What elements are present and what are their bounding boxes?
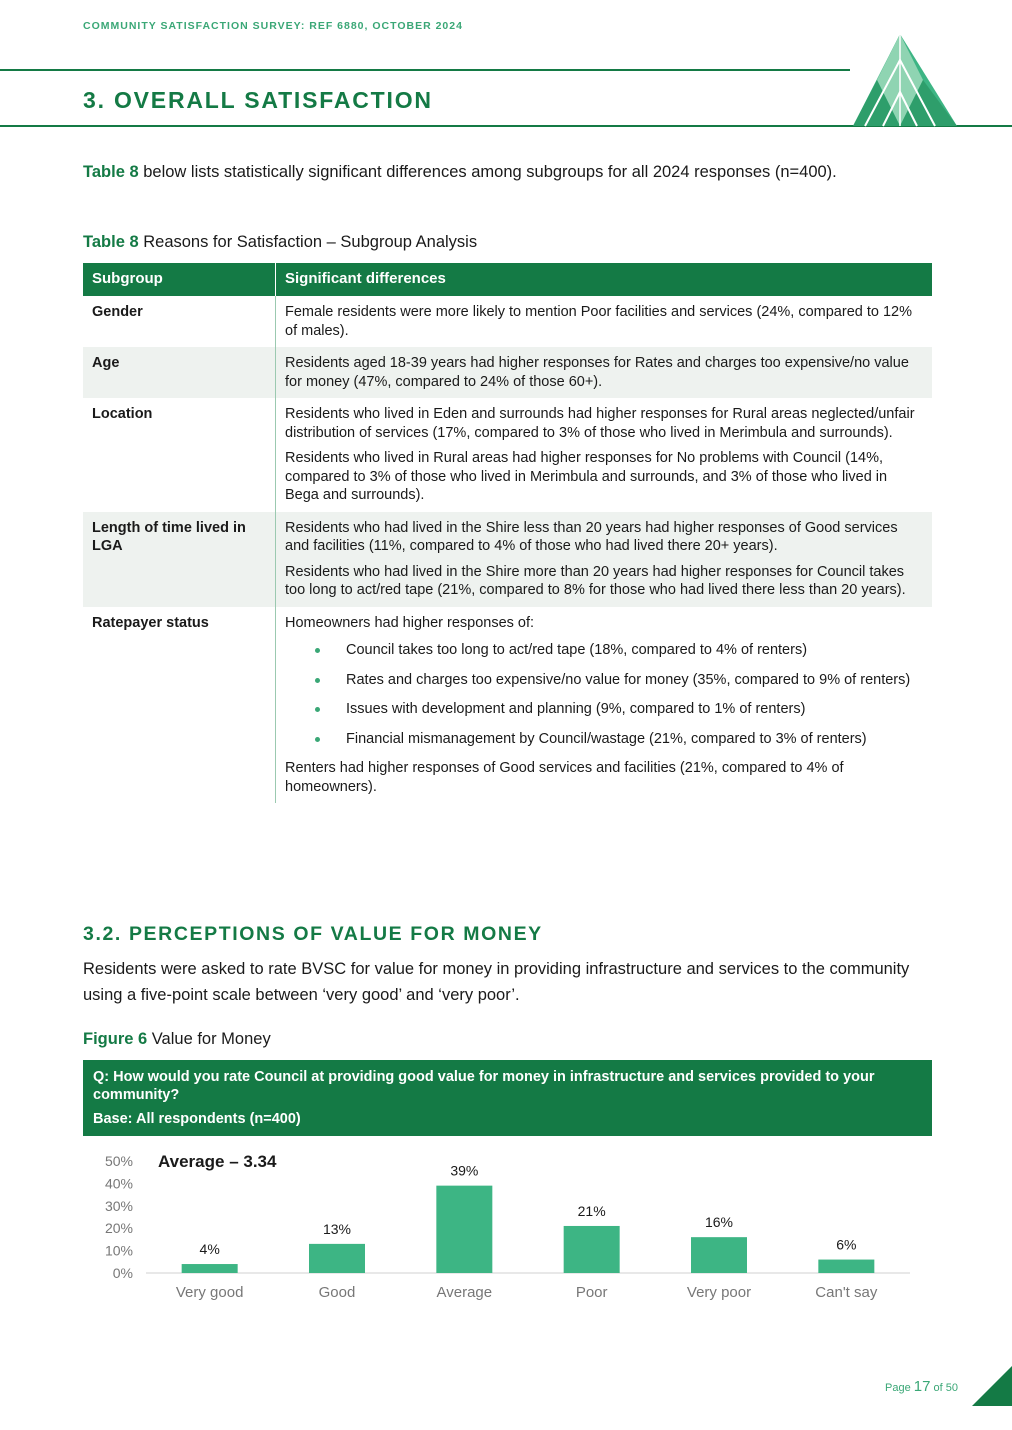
difference-text: Homeowners had higher responses of:: [285, 614, 535, 631]
bar-2: [436, 1186, 492, 1273]
data-label: 6%: [836, 1236, 857, 1253]
chart-title: Average – 3.34: [158, 1152, 277, 1171]
figure-caption-ref: Figure 6: [83, 1030, 148, 1048]
list-item: [285, 641, 923, 660]
bullet-icon: [315, 678, 320, 683]
difference-text: Residents who lived in Rural areas had higher responses for No problems with Council (14%, compared to 3% of those who lived in Merimbula and surrounds, and 3% of those who lived in Bega and surrounds).: [285, 450, 888, 503]
bar-1: [309, 1244, 365, 1273]
list-item: [285, 730, 923, 749]
difference-text: Renters had higher responses of Good services and facilities (21%, compared to 4% of homeowners).: [285, 760, 844, 795]
table-row-ratepayer-status: [83, 607, 932, 804]
row-differences: [276, 398, 933, 512]
table-caption-title: Reasons for Satisfaction – Subgroup Analysis: [138, 233, 478, 251]
intro-paragraph: [83, 160, 923, 185]
bullet-text: Issues with development and planning (9%, compared to 1% of renters): [346, 701, 806, 717]
table-reference: Table 8: [83, 163, 139, 181]
y-tick-label: 10%: [104, 1242, 133, 1259]
bullet-icon: [315, 737, 320, 742]
bullet-icon: [315, 707, 320, 712]
difference-text: Residents who had lived in the Shire less than 20 years had higher responses of Good services and facilities (11%, compared to 4% of those who had lived there 20+ years).: [285, 519, 898, 554]
data-label: 16%: [704, 1214, 734, 1231]
page-prefix: Page: [885, 1382, 914, 1394]
row-label: Ratepayer status: [83, 607, 276, 804]
data-label: 21%: [577, 1202, 606, 1219]
bullet-text: Rates and charges too expensive/no value for money (35%, compared to 9% of renters): [346, 671, 911, 688]
row-label: Location: [83, 398, 276, 512]
section-title: 3. OVERALL SATISFACTION: [83, 87, 433, 113]
subsection-title: 3.2. PERCEPTIONS OF VALUE FOR MONEY: [83, 923, 543, 945]
header-rule-top: [0, 69, 850, 71]
x-tick-label: Good: [318, 1284, 356, 1301]
x-tick-label: Very good: [175, 1284, 244, 1301]
data-label: 13%: [322, 1220, 352, 1237]
table-row-length-of-time: [83, 512, 932, 607]
figure-caption-title: Value for Money: [147, 1030, 271, 1048]
bullet-icon: [315, 648, 320, 653]
difference-bullet-list: [285, 641, 923, 748]
page-suffix: of 50: [930, 1382, 958, 1394]
x-tick-label: Poor: [575, 1284, 608, 1301]
data-label: 39%: [450, 1162, 479, 1179]
bullet-text: Financial mismanagement by Council/wastage (21%, compared to 3% of renters): [346, 730, 867, 747]
difference-text: Female residents were more likely to mention Poor facilities and services (24%, compared to 12% of males).: [285, 304, 912, 339]
row-differences: [276, 347, 933, 398]
bar-3: [564, 1226, 620, 1273]
survey-reference: COMMUNITY SATISFACTION SURVEY: REF 6880, OCTOBER 2024: [83, 20, 463, 32]
y-tick-label: 20%: [104, 1220, 133, 1237]
y-tick-label: 50%: [104, 1153, 133, 1169]
table-header-row: [83, 263, 932, 296]
page-corner-icon: [972, 1366, 1012, 1406]
table-row-location: [83, 398, 932, 512]
intro-text: below lists statistically significant differences among subgroups for all 2024 responses (n=400).: [138, 163, 837, 181]
figure-caption: [83, 1030, 271, 1049]
bar-0: [182, 1264, 238, 1273]
difference-text: Residents aged 18-39 years had higher responses for Rates and charges too expensive/no value for money (47%, compared to 24% of those 60+).: [285, 355, 909, 390]
data-label: 4%: [199, 1241, 220, 1258]
table-row-age: [83, 347, 932, 398]
value-for-money-chart: [83, 1146, 932, 1311]
difference-text: Residents who lived in Eden and surrounds had higher responses for Rural areas neglected/unfair distribution of services (17%, compared to 3% of those who lived in Merimbula and surrounds).: [285, 406, 915, 441]
list-item: [285, 671, 923, 690]
page-current: 17: [913, 1378, 931, 1395]
table-caption-ref: Table 8: [83, 233, 139, 251]
y-tick-label: 0%: [112, 1265, 133, 1281]
table-row-gender: [83, 296, 932, 347]
difference-text: Residents who had lived in the Shire more than 20 years had higher responses for Council takes too long to act/red tape (21%, compared to 8% for those who had lived there less than 20 years).: [285, 563, 906, 598]
question-text: Q: How would you rate Council at providing good value for money in infrastructure and services provided to your community?: [93, 1069, 875, 1103]
bar-4: [691, 1237, 747, 1273]
row-differences: [276, 607, 933, 804]
bullet-text: Council takes too long to act/red tape (18%, compared to 4% of renters): [346, 642, 808, 658]
value-intro-paragraph: Residents were asked to rate BVSC for value for money in providing infrastructure and services to the community using a five-point scale between ‘very good’ and ‘very poor’.: [83, 960, 910, 1004]
list-item: [285, 700, 923, 719]
row-differences: [276, 512, 933, 607]
row-differences: [276, 296, 933, 347]
base-text: Base: All respondents (n=400): [93, 1111, 301, 1127]
row-label: Age: [83, 347, 276, 398]
row-label: Length of time lived in LGA: [83, 512, 276, 607]
y-tick-label: 30%: [104, 1197, 133, 1214]
table-caption: [83, 233, 477, 252]
leaf-peak-logo-icon: [845, 30, 965, 130]
x-tick-label: Can't say: [815, 1284, 878, 1301]
subgroup-table: [83, 263, 932, 803]
y-tick-label: 40%: [104, 1175, 133, 1192]
bar-5: [818, 1260, 874, 1273]
x-tick-label: Very poor: [686, 1284, 752, 1301]
question-box: [83, 1060, 932, 1136]
page-number: [885, 1378, 958, 1395]
table-header-subgroup: Subgroup: [83, 263, 276, 296]
table-header-differences: Significant differences: [276, 263, 933, 296]
x-tick-label: Average: [436, 1284, 493, 1301]
row-label: Gender: [83, 296, 276, 347]
